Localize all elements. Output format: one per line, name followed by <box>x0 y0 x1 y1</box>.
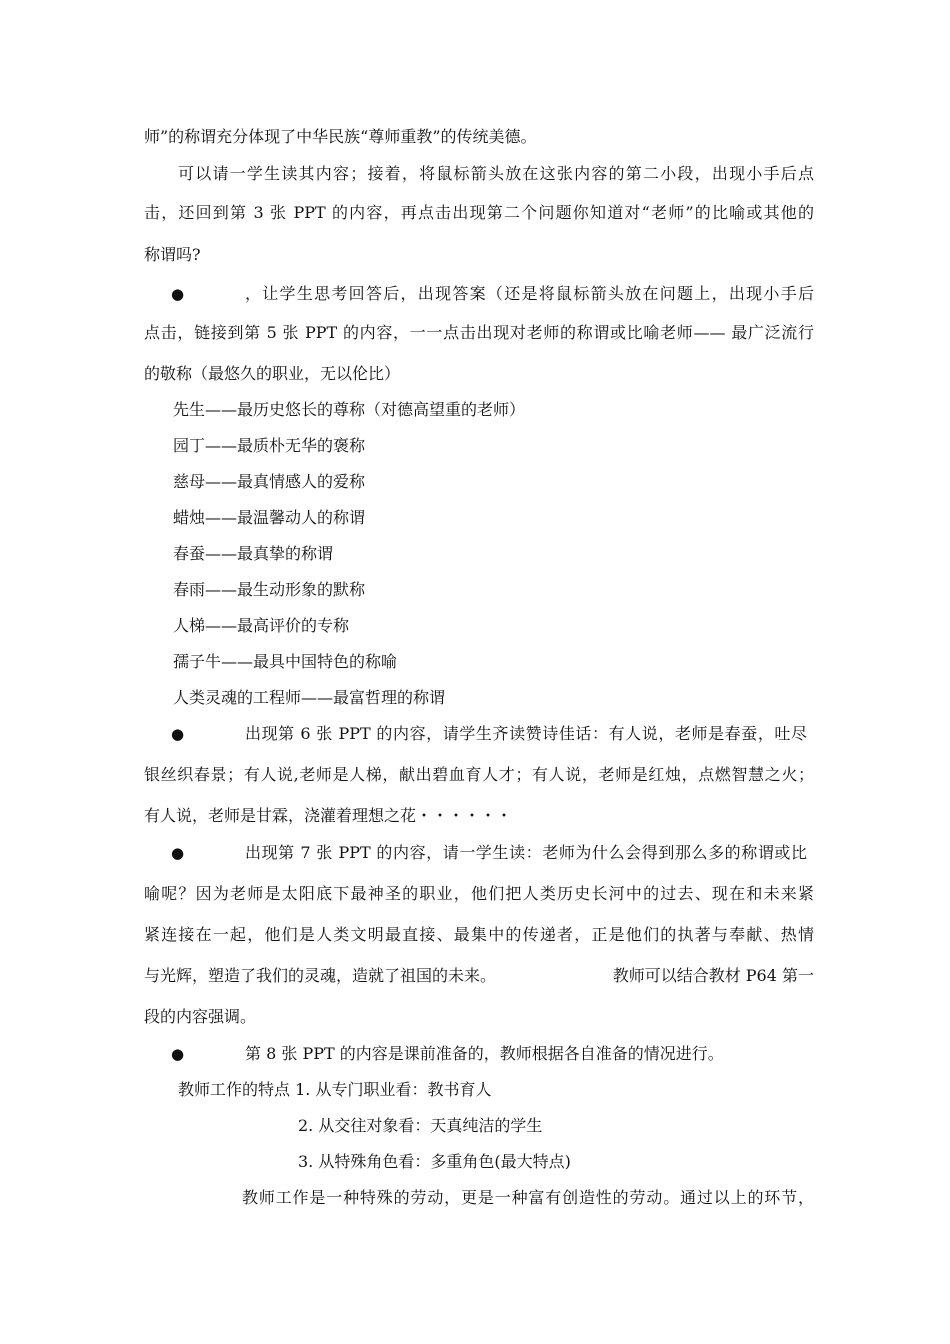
paragraph-line: 出现第 6 张 PPT 的内容，请学生齐读赞诗佳话：有人说，老师是春蚕，吐尽 <box>245 724 807 743</box>
paragraph-line: 第 8 张 PPT 的内容是课前准备的，教师根据各自准备的情况进行。 <box>245 1044 724 1063</box>
list-item: 3. 从特殊角色看：多重角色(最大特点) <box>298 1152 571 1171</box>
paragraph-line: ，让学生思考回答后，出现答案（还是将鼠标箭头放在问题上，出现小手后 <box>245 284 814 303</box>
paragraph-line: 称谓吗? <box>144 245 201 264</box>
paragraph-line <box>144 966 814 986</box>
list-item: 孺子牛——最具中国特色的称喻 <box>173 652 398 671</box>
paragraph-line: 有人说，老师是甘霖，浇灌着理想之花・・・・・・ <box>144 806 513 825</box>
paragraph-line: 点击，链接到第 5 张 PPT 的内容，一一点击出现对老师的称谓或比喻老师—— 最广泛流行 <box>144 323 814 342</box>
list-item: 2. 从交往对象看：天真纯洁的学生 <box>298 1116 543 1135</box>
list-item: 人类灵魂的工程师——最富哲理的称谓 <box>173 688 446 707</box>
paragraph-line: 教师工作是一种特殊的劳动，更是一种富有创造性的劳动。通过以上的环节， <box>242 1188 814 1207</box>
bullet-icon: ● <box>171 285 185 303</box>
list-item: 蜡烛——最温馨动人的称谓 <box>173 508 366 527</box>
list-item: 先生——最历史悠长的尊称（对德高望重的老师） <box>173 400 526 419</box>
paragraph-line: 段的内容强调。 <box>144 1007 257 1026</box>
paragraph-line: 紧连接在一起，他们是人类文明最直接、最集中的传递者，正是他们的执著与奉献、热情 <box>144 925 814 944</box>
paragraph-line: 师”的称谓充分体现了中华民族“尊师重教”的传统美德。 <box>144 127 537 146</box>
list-item: 人梯——最高评价的专称 <box>173 616 350 635</box>
bullet-icon: ● <box>171 844 185 862</box>
paragraph-text: 教师可以结合教材 P64 第一 <box>612 966 814 985</box>
paragraph-line: 银丝织春景；有人说,老师是人梯，献出碧血育人才；有人说，老师是红烛，点燃智慧之火； <box>144 765 814 784</box>
paragraph-line: 出现第 7 张 PPT 的内容，请一学生读：老师为什么会得到那么多的称谓或比 <box>245 843 807 862</box>
paragraph-line: 可以请一学生读其内容；接着，将鼠标箭头放在这张内容的第二小段，出现小手后点 <box>178 164 814 183</box>
list-item: 春雨——最生动形象的默称 <box>173 580 366 599</box>
paragraph-text: 与光辉，塑造了我们的灵魂，造就了祖国的未来。 <box>144 966 497 985</box>
paragraph-line: 击，还回到第 3 张 PPT 的内容，再点击出现第二个问题你知道对“老师”的比喻或其他的 <box>144 203 814 222</box>
list-item: 慈母——最真情感人的爱称 <box>173 472 366 491</box>
list-item: 教师工作的特点 1. 从专门职业看：教书育人 <box>178 1080 492 1099</box>
list-item: 园丁——最质朴无华的褒称 <box>173 436 366 455</box>
list-item: 春蚕——最真挚的称谓 <box>173 544 334 563</box>
bullet-icon: ● <box>171 1045 185 1063</box>
paragraph-line: 喻呢？因为老师是太阳底下最神圣的职业，他们把人类历史长河中的过去、现在和未来紧 <box>144 884 814 903</box>
paragraph-line: 的敬称（最悠久的职业，无以伦比） <box>144 364 401 383</box>
bullet-icon: ● <box>171 725 185 743</box>
